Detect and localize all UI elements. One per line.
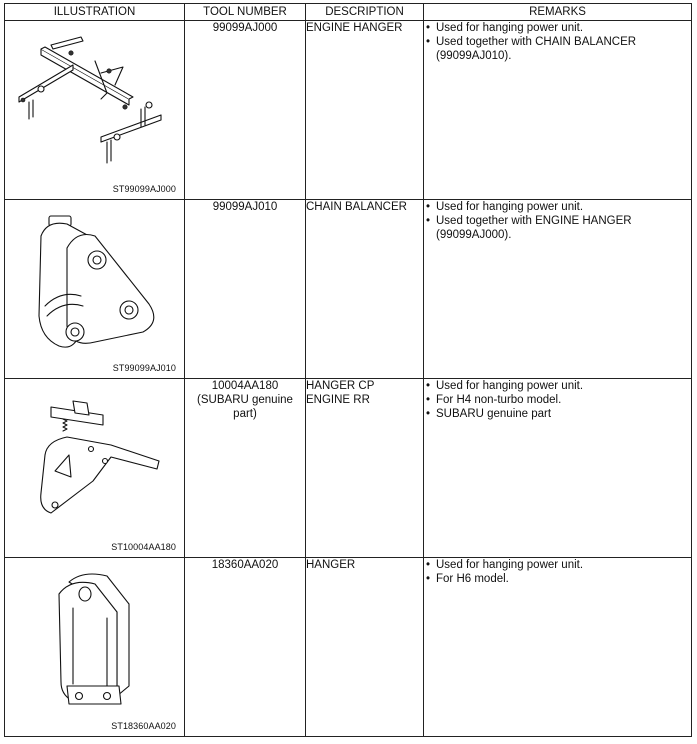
description-cell: [306, 558, 424, 737]
header-row: [5, 4, 692, 21]
header-remarks: REMARKS: [424, 4, 692, 21]
description-cell: [306, 200, 424, 379]
tool-number-line: part): [233, 408, 257, 420]
illustration-code: ST10004AA180: [111, 542, 176, 552]
illustration-cell: [5, 558, 185, 737]
remarks-cell: [424, 558, 692, 737]
remark-item: • For H6 model.: [424, 572, 691, 586]
remarks-cell: [424, 21, 692, 200]
illustration-code: ST18360AA020: [111, 721, 176, 731]
hanger-cp-illustration: [11, 385, 179, 535]
description-line: HANGER: [306, 559, 356, 571]
tool-number-line: 10004AA180: [211, 380, 279, 392]
remarks-cell: [424, 200, 692, 379]
table-row: [5, 379, 692, 558]
engine-hanger-illustration: [11, 27, 179, 177]
illustration-cell: [5, 379, 185, 558]
table-row: [5, 558, 692, 737]
tool-number-cell: [185, 200, 306, 379]
description-cell: [306, 21, 424, 200]
description-line: HANGER CP: [306, 380, 375, 392]
special-tools-table: [4, 3, 692, 737]
tool-number-line: 18360AA020: [211, 559, 279, 571]
remarks-cell: [424, 379, 692, 558]
illustration-code: ST99099AJ000: [112, 184, 176, 194]
description-line: CHAIN BALANCER: [306, 201, 407, 213]
remark-item: • Used together with CHAIN BALANCER (99099AJ010).: [424, 35, 691, 63]
remark-item: • Used for hanging power unit.: [424, 558, 691, 572]
table-row: [5, 21, 692, 200]
tool-number-line: 99099AJ000: [212, 22, 278, 34]
chain-balancer-illustration: [11, 206, 179, 356]
tool-number-line: (SUBARU genuine: [197, 394, 293, 406]
header-tool-number: TOOL NUMBER: [185, 4, 306, 21]
header-description: DESCRIPTION: [306, 4, 424, 21]
table-row: [5, 200, 692, 379]
tool-number-line: 99099AJ010: [212, 201, 278, 213]
remark-item: • For H4 non-turbo model.: [424, 393, 691, 407]
remark-item: • Used for hanging power unit.: [424, 21, 691, 35]
tool-number-cell: [185, 379, 306, 558]
illustration-cell: [5, 200, 185, 379]
header-illustration: ILLUSTRATION: [5, 4, 185, 21]
description-cell: [306, 379, 424, 558]
description-line: ENGINE HANGER: [306, 22, 403, 34]
illustration-cell: [5, 21, 185, 200]
illustration-code: ST99099AJ010: [112, 363, 176, 373]
remark-item: • SUBARU genuine part: [424, 407, 691, 421]
remark-item: • Used for hanging power unit.: [424, 200, 691, 214]
description-line: ENGINE RR: [306, 394, 370, 406]
remark-item: • Used together with ENGINE HANGER (99099AJ000).: [424, 214, 691, 242]
tool-number-cell: [185, 21, 306, 200]
tool-number-cell: [185, 558, 306, 737]
hanger-illustration: [11, 564, 179, 714]
remark-item: • Used for hanging power unit.: [424, 379, 691, 393]
